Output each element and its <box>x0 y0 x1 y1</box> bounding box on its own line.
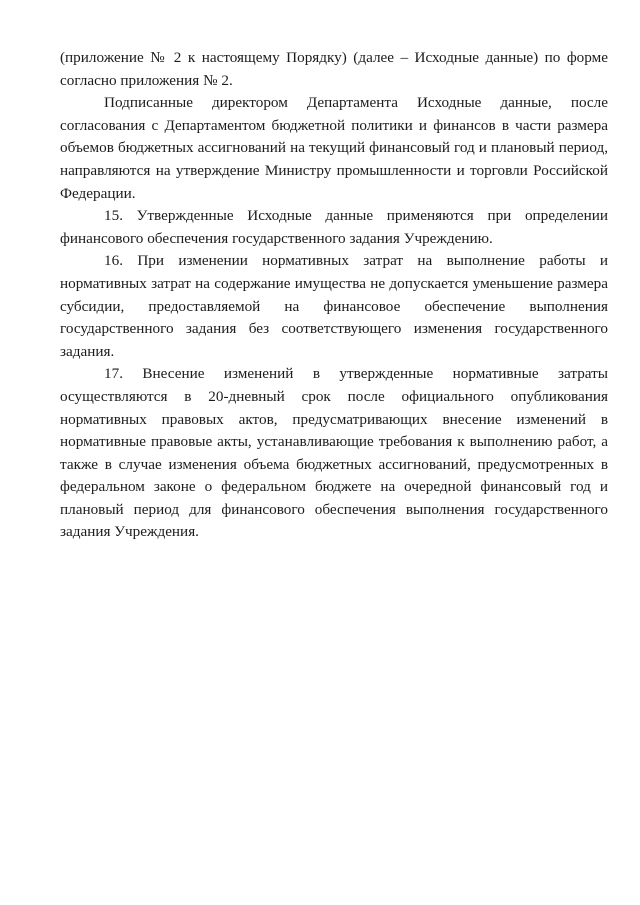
paragraph-item-17: 17. Внесение изменений в утвержденные нормативные затраты осуществляются в 20-дневный срок после официального опубликования нормативных правовых актов, предусматривающих внесение изменений в нормативные правовые акты, устанавливающие требования к выполнению работ, а также в случае изменения объема бюджетных ассигнований, предусмотренных в федеральном законе о федеральном бюджете на очередной финансовый год и плановый период для финансового обеспечения выполнения государственного задания Учреждения. <box>60 365 608 541</box>
paragraph-signed-data: Подписанные директором Департамента Исходные данные, после согласования с Департаментом бюджетной политики и финансов в части размера объемов бюджетных ассигнований на текущий финансовый год и плановый период, направляются на утверждение Министру промышленности и торговли Российской Федерации. <box>60 94 608 202</box>
paragraph-continuation: (приложение № 2 к настоящему Порядку) (далее – Исходные данные) по форме согласно приложения № 2. <box>60 49 608 89</box>
paragraph-item-15: 15. Утвержденные Исходные данные применяются при определении финансового обеспечения государственного задания Учреждению. <box>60 207 608 247</box>
paragraph-item-16: 16. При изменении нормативных затрат на выполнение работы и нормативных затрат на содержание имущества не допускается уменьшение размера субсидии, предоставляемой на финансовое обеспечение выполнения государственного задания без соответствующего изменения государственного задания. <box>60 252 608 360</box>
document-body <box>60 47 608 544</box>
